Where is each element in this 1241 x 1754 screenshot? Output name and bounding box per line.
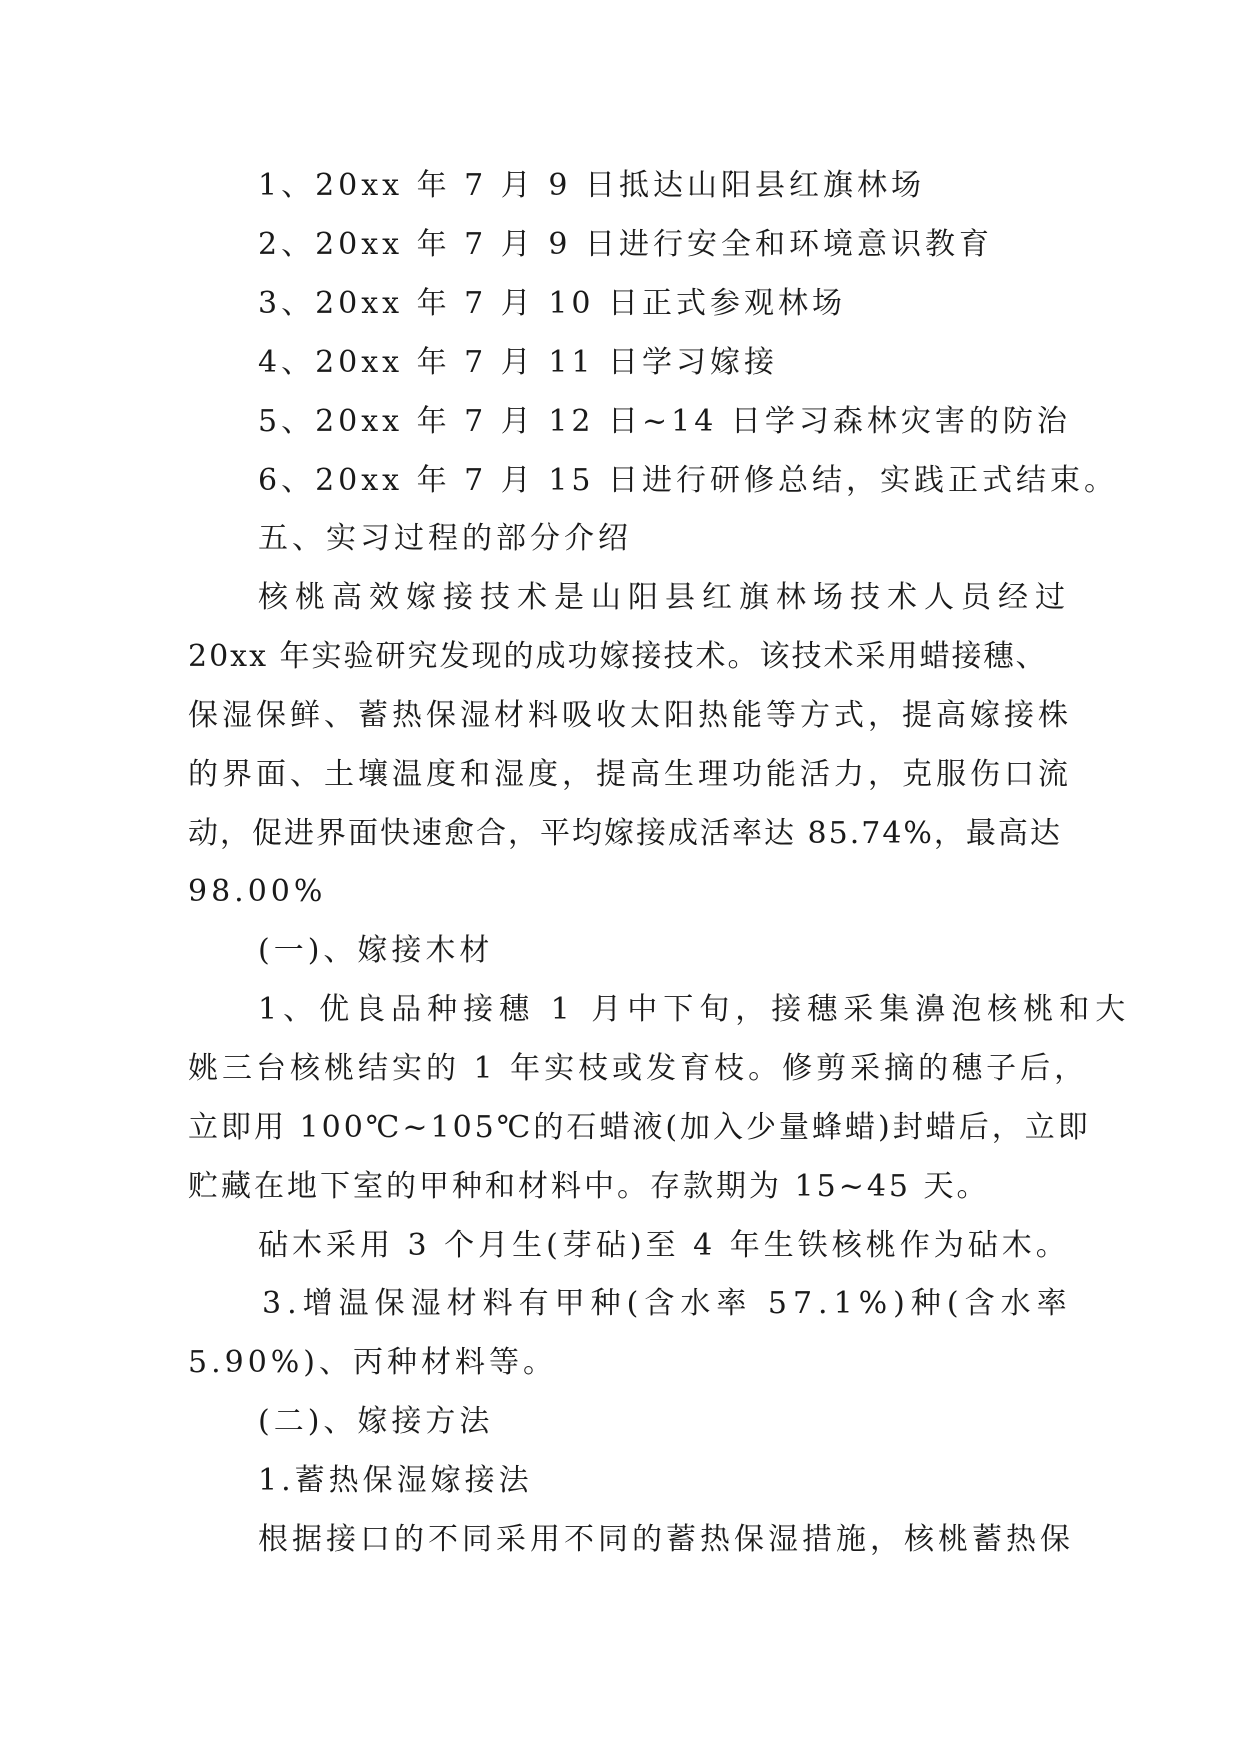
paragraph-line: 的界面、土壤温度和湿度，提高生理功能活力，克服伤口流 xyxy=(188,757,1072,792)
section-heading-5: 五、实习过程的部分介绍 xyxy=(258,521,632,556)
paragraph-line: 5.90%)、丙种材料等。 xyxy=(188,1345,558,1380)
paragraph-line: 根据接口的不同采用不同的蓄热保湿措施，核桃蓄热保 xyxy=(258,1522,1074,1557)
schedule-item-3: 3、20xx 年 7 月 10 日正式参观林场 xyxy=(258,286,847,321)
paragraph-line: 1、优良品种接穗 1 月中下旬，接穗采集濞泡核桃和大 xyxy=(258,992,1132,1027)
method-heading: 1.蓄热保湿嫁接法 xyxy=(258,1463,533,1498)
schedule-item-6: 6、20xx 年 7 月 15 日进行研修总结，实践正式结束。 xyxy=(258,463,1119,498)
paragraph-line: 姚三台核桃结实的 1 年实枝或发育枝。修剪采摘的穗子后， xyxy=(188,1051,1089,1086)
schedule-item-5: 5、20xx 年 7 月 12 日~14 日学习森林灾害的防治 xyxy=(258,404,1071,439)
paragraph-line: 贮藏在地下室的甲种和材料中。存款期为 15~45 天。 xyxy=(188,1169,990,1204)
paragraph-line: 砧木采用 3 个月生(芽砧)至 4 年生铁核桃作为砧木。 xyxy=(258,1228,1070,1263)
paragraph-line: 核桃高效嫁接技术是山阳县红旗林场技术人员经过 xyxy=(258,580,1072,615)
paragraph-line: 98.00% xyxy=(188,874,327,909)
schedule-item-1: 1、20xx 年 7 月 9 日抵达山阳县红旗林场 xyxy=(258,168,925,203)
paragraph-line: 保湿保鲜、蓄热保湿材料吸收太阳热能等方式，提高嫁接株 xyxy=(188,698,1072,733)
schedule-item-4: 4、20xx 年 7 月 11 日学习嫁接 xyxy=(258,345,779,380)
paragraph-line: 立即用 100℃~105℃的石蜡液(加入少量蜂蜡)封蜡后，立即 xyxy=(188,1110,1091,1145)
paragraph-line: 动，促进界面快速愈合，平均嫁接成活率达 85.74%，最高达 xyxy=(188,816,1062,851)
paragraph-line: 3.增温保湿材料有甲种(含水率 57.1%)种(含水率 xyxy=(262,1286,1073,1321)
subsection-heading-1: (一)、嫁接木材 xyxy=(258,933,494,968)
paragraph-line: 20xx 年实验研究发现的成功嫁接技术。该技术采用蜡接穗、 xyxy=(188,639,1048,674)
subsection-heading-2: (二)、嫁接方法 xyxy=(258,1404,494,1439)
schedule-item-2: 2、20xx 年 7 月 9 日进行安全和环境意识教育 xyxy=(258,227,993,262)
